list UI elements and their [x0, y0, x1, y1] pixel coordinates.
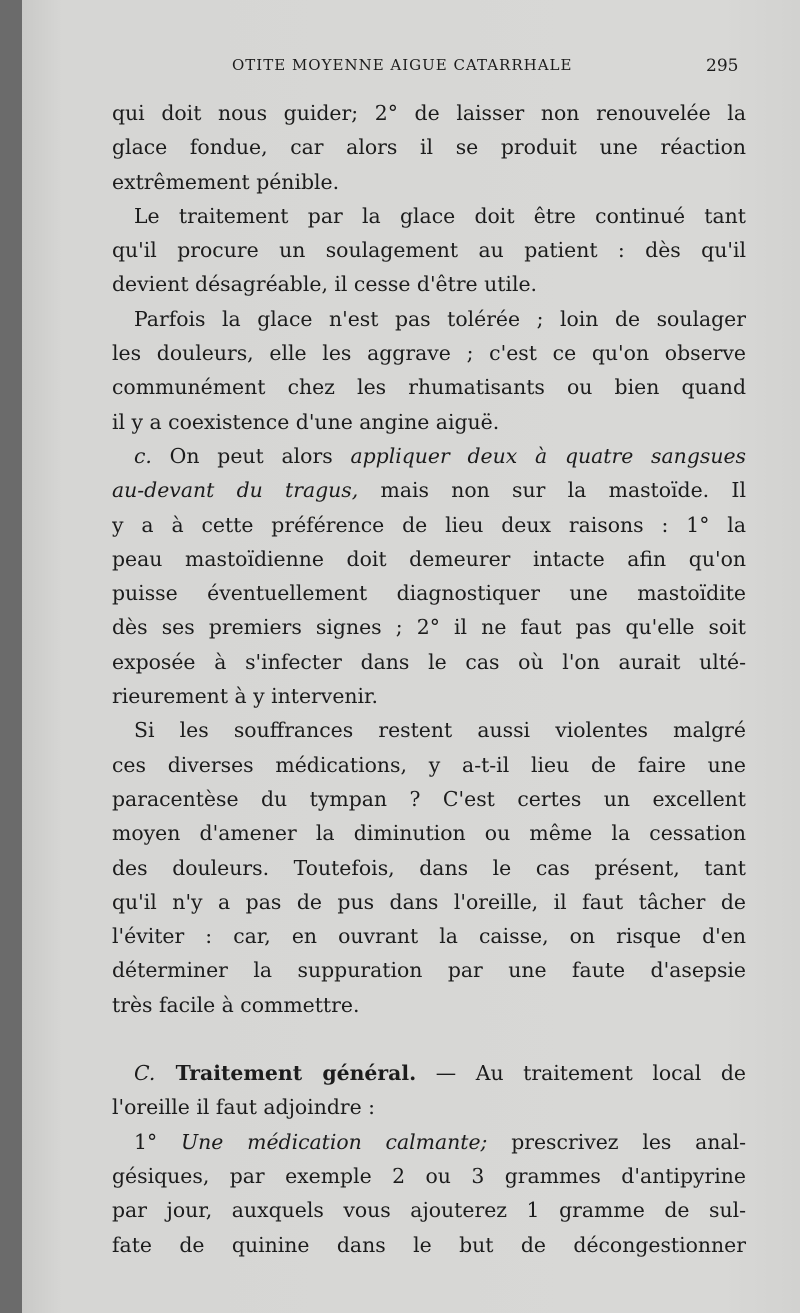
list-marker: 1° — [134, 1129, 181, 1154]
list-marker: c. — [134, 443, 152, 468]
text-line: l'éviter : car, en ouvrant la caisse, on risque d'en — [112, 924, 746, 949]
text-line: paracentèse du tympan ? C'est certes un excellent — [112, 786, 746, 811]
text-line: il y a coexistence d'une angine aiguë. — [112, 409, 500, 434]
text-line: dès ses premiers signes ; 2° il ne faut pas qu'elle soit — [112, 615, 746, 640]
text-line: ces diverses médications, y a-t-il lieu de faire une — [112, 752, 746, 777]
text-line: moyen d'amener la diminution ou même la cessation — [112, 821, 746, 846]
book-page — [22, 0, 800, 1313]
text-segment: mais non sur la mastoïde. Il — [358, 478, 746, 503]
section-letter: C. — [134, 1061, 156, 1086]
text-line: glace fondue, car alors il se produit une réaction — [112, 135, 746, 160]
text-line: qui doit nous guider; 2° de laisser non renouvelée la — [112, 101, 746, 125]
text-segment: prescrivez les anal- — [487, 1129, 746, 1154]
text-line: peau mastoïdienne doit demeurer intacte afin qu'on — [112, 546, 746, 571]
running-header — [22, 56, 800, 82]
text-line: Si les souffrances restent aussi violentes malgré — [134, 718, 746, 743]
text-line: fate de quinine dans le but de décongestionner — [112, 1232, 746, 1257]
running-title: OTITE MOYENNE AIGUE CATARRHALE — [232, 56, 573, 74]
text-line: par jour, auxquels vous ajouterez 1 gramme de sul- — [112, 1198, 746, 1223]
text-line: extrêmement pénible. — [112, 169, 340, 194]
text-line: l'oreille il faut adjoindre : — [112, 1095, 376, 1120]
emphasis: au-devant du tragus, — [112, 478, 359, 503]
text-line: puisse éventuellement diagnostiquer une mastoïdite — [112, 581, 746, 606]
text-line — [112, 439, 746, 473]
text-line: très facile à commettre. — [112, 992, 360, 1017]
page-number: 295 — [706, 56, 739, 76]
emphasis: Une médication calmante; — [180, 1129, 488, 1154]
text-segment: On peut alors — [151, 443, 351, 468]
text-line: exposée à s'infecter dans le cas où l'on aurait ulté- — [112, 649, 746, 674]
text-line: qu'il procure un soulagement au patient : dès qu'il — [112, 238, 746, 263]
text-line: communément chez les rhumatisants ou bien quand — [112, 375, 746, 400]
text-line — [112, 1125, 746, 1159]
section-heading-line — [112, 1056, 746, 1090]
section-gap — [112, 1022, 746, 1056]
text-line: déterminer la suppuration par une faute d'asepsie — [112, 958, 746, 983]
text-segment: — Au traitement local de — [416, 1061, 746, 1086]
text-line — [112, 473, 746, 507]
emphasis: appliquer deux à quatre sangsues — [350, 443, 746, 468]
text-line: rieurement à y intervenir. — [112, 684, 379, 709]
text-line: y a à cette préférence de lieu deux raisons : 1° la — [112, 512, 746, 537]
text-line: qu'il n'y a pas de pus dans l'oreille, il faut tâcher de — [112, 889, 746, 914]
text-line: devient désagréable, il cesse d'être utile. — [112, 272, 538, 297]
text-line: Le traitement par la glace doit être continué tant — [134, 203, 746, 228]
section-heading: Traitement général. — [155, 1061, 417, 1086]
text-line: des douleurs. Toutefois, dans le cas présent, tant — [112, 855, 746, 880]
body-text — [112, 96, 746, 1262]
text-line: gésiques, par exemple 2 ou 3 grammes d'antipyrine — [112, 1163, 746, 1188]
text-line: Parfois la glace n'est pas tolérée ; loin de soulager — [134, 306, 746, 331]
text-line: les douleurs, elle les aggrave ; c'est ce qu'on observe — [112, 341, 746, 366]
